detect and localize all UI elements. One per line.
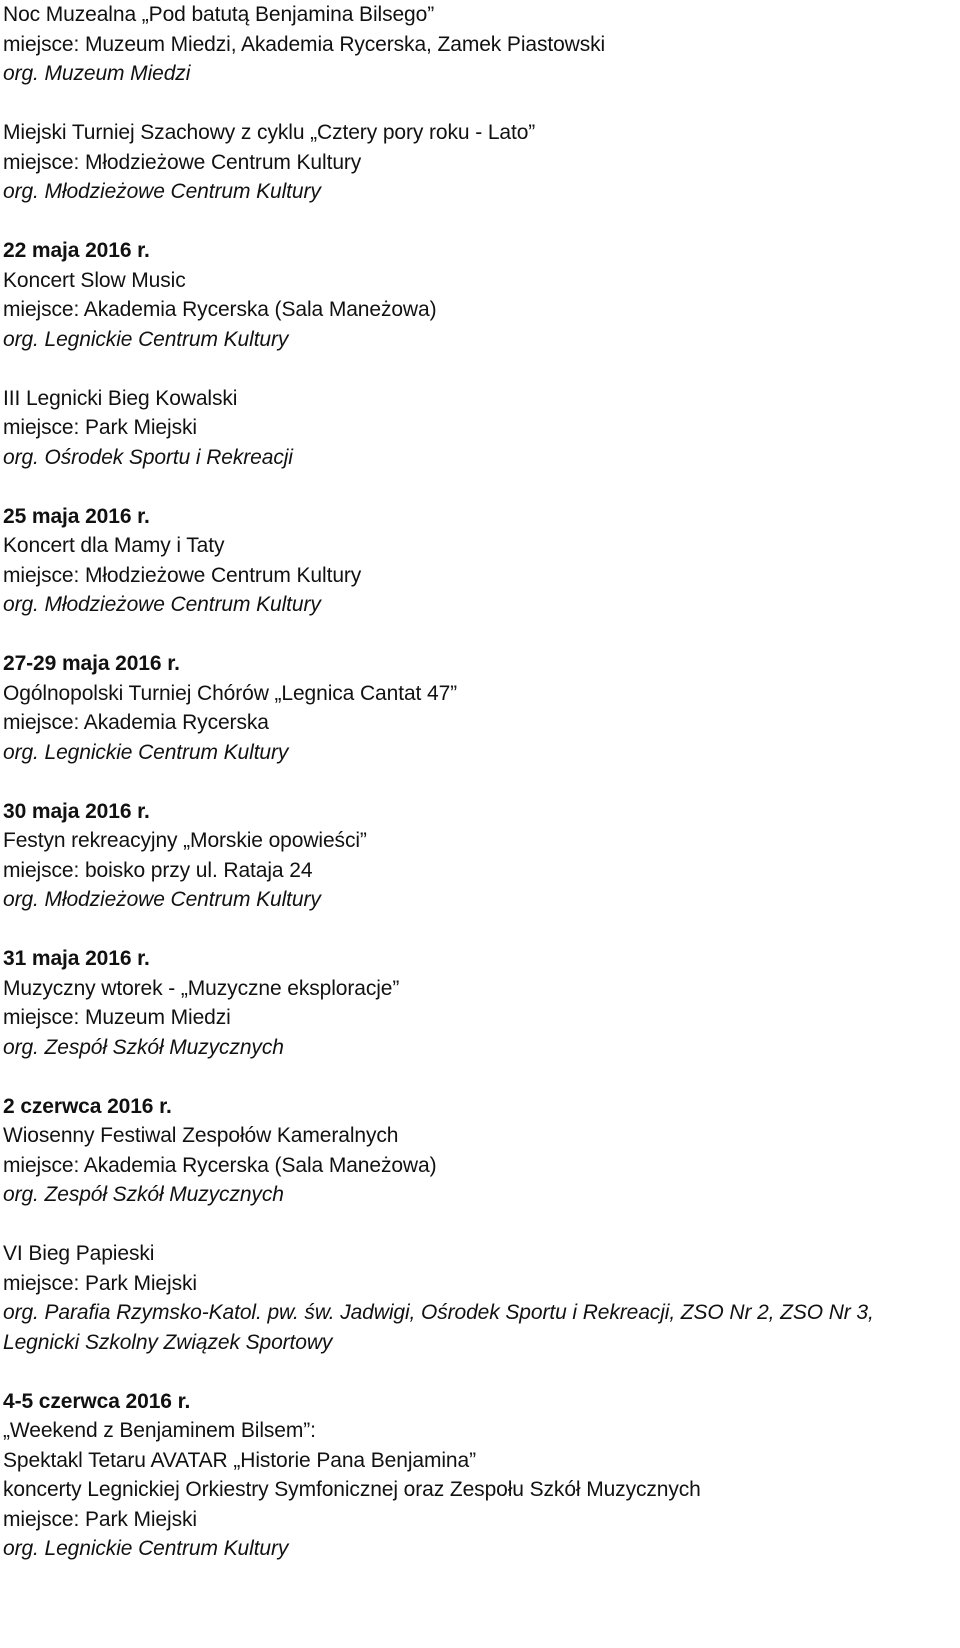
event-title: III Legnicki Bieg Kowalski — [3, 386, 238, 410]
event-organizer: org. Młodzieżowe Centrum Kultury — [3, 180, 321, 203]
event-location: miejsce: Młodzieżowe Centrum Kultury — [3, 150, 362, 174]
event-organizer: org. Młodzieżowe Centrum Kultury — [3, 888, 321, 911]
spacer — [3, 207, 958, 237]
event-organizer: org. Muzeum Miedzi — [3, 62, 191, 85]
event-organizer: org. Zespół Szkół Muzycznych — [3, 1035, 284, 1059]
event-organizer: Legnicki Szkolny Związek Sportowy — [3, 1330, 333, 1354]
event-organizer: org. Legnickie Centrum Kultury — [3, 1537, 289, 1560]
event-location: miejsce: Akademia Rycerska (Sala Maneżowa) — [3, 298, 437, 321]
event-title: Koncert dla Mamy i Taty — [3, 534, 225, 557]
event-title: „Weekend z Benjaminem Bilsem”: — [3, 1419, 316, 1442]
event-title: Wiosenny Festiwal Zespołów Kameralnych — [3, 1124, 399, 1147]
spacer — [3, 1210, 958, 1240]
event-title: VI Bieg Papieski — [3, 1242, 155, 1265]
event-date: 2 czerwca 2016 r. — [3, 1094, 172, 1118]
event-organizer: org. Legnickie Centrum Kultury — [3, 327, 289, 351]
event-title: Miejski Turniej Szachowy z cyklu „Cztery pory roku - Lato” — [3, 121, 536, 144]
spacer — [3, 767, 958, 797]
event-location: miejsce: boisko przy ul. Rataja 24 — [3, 858, 313, 882]
spacer — [3, 472, 958, 502]
event-date: 30 maja 2016 r. — [3, 799, 150, 823]
spacer — [3, 1357, 958, 1387]
event-date: 31 maja 2016 r. — [3, 947, 150, 970]
event-date: 22 maja 2016 r. — [3, 239, 150, 262]
event-organizer: org. Młodzieżowe Centrum Kultury — [3, 593, 321, 616]
event-location: miejsce: Młodzieżowe Centrum Kultury — [3, 563, 362, 587]
event-location: miejsce: Akademia Rycerska — [3, 711, 269, 734]
event-title: Spektakl Tetaru AVATAR „Historie Pana Benjamina” — [3, 1448, 476, 1472]
event-organizer: org. Ośrodek Sportu i Rekreacji — [3, 445, 293, 469]
spacer — [3, 354, 958, 384]
event-date: 27-29 maja 2016 r. — [3, 652, 180, 675]
event-organizer: org. Parafia Rzymsko-Katol. pw. św. Jadwigi, Ośrodek Sportu i Rekreacji, ZSO Nr 2, ZSO Nr 3, — [3, 1301, 874, 1324]
event-document — [3, 0, 958, 1564]
spacer — [3, 620, 958, 650]
event-location: miejsce: Muzeum Miedzi — [3, 1006, 231, 1029]
event-location: miejsce: Muzeum Miedzi, Akademia Rycerska, Zamek Piastowski — [3, 32, 606, 56]
event-title: Ogólnopolski Turniej Chórów „Legnica Cantat 47” — [3, 681, 458, 705]
event-location: miejsce: Park Miejski — [3, 416, 197, 439]
event-organizer: org. Legnickie Centrum Kultury — [3, 740, 289, 764]
event-title: Muzyczny wtorek - „Muzyczne eksploracje” — [3, 976, 400, 1000]
event-title: Koncert Slow Music — [3, 268, 186, 292]
event-title: Noc Muzealna „Pod batutą Benjamina Bilsego” — [3, 3, 435, 26]
spacer — [3, 915, 958, 945]
spacer — [3, 1062, 958, 1092]
spacer — [3, 89, 958, 119]
event-title: Festyn rekreacyjny „Morskie opowieści” — [3, 829, 367, 852]
event-date: 25 maja 2016 r. — [3, 504, 150, 528]
event-location: miejsce: Park Miejski — [3, 1271, 197, 1295]
event-title: koncerty Legnickiej Orkiestry Symfonicznej oraz Zespołu Szkół Muzycznych — [3, 1478, 701, 1501]
event-organizer: org. Zespół Szkół Muzycznych — [3, 1183, 284, 1206]
event-location: miejsce: Park Miejski — [3, 1507, 197, 1531]
event-date: 4-5 czerwca 2016 r. — [3, 1389, 191, 1413]
event-location: miejsce: Akademia Rycerska (Sala Maneżowa) — [3, 1153, 437, 1177]
